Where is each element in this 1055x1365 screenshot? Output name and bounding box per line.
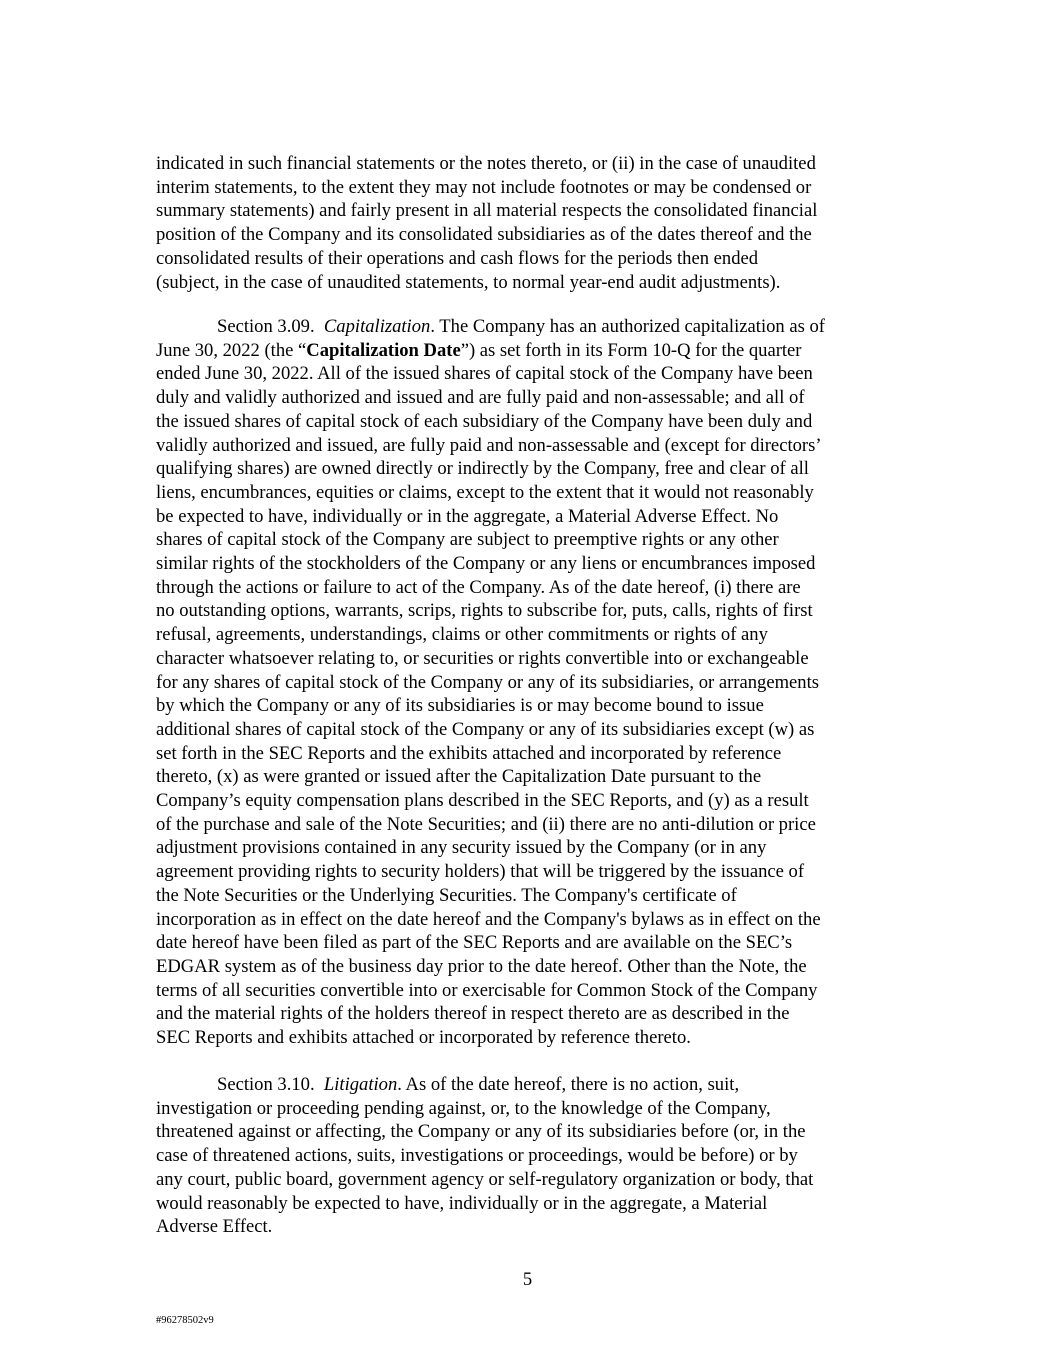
text-line: terms of all securities convertible into or exercisable for Common Stock of the Company bbox=[156, 979, 818, 1001]
text-line: character whatsoever relating to, or securities or rights convertible into or exchangeable bbox=[156, 647, 809, 669]
text-line: ended June 30, 2022. All of the issued shares of capital stock of the Company have been bbox=[156, 363, 813, 385]
text-line: position of the Company and its consolidated subsidiaries as of the dates thereof and the bbox=[156, 224, 812, 246]
text-line: agreement providing rights to security holders) that will be triggered by the issuance of bbox=[156, 861, 805, 883]
text-line: (subject, in the case of unaudited statements, to normal year-end audit adjustments). bbox=[156, 271, 781, 293]
text-line: any court, public board, government agency or self-regulatory organization or body, that bbox=[156, 1168, 814, 1190]
text-line: for any shares of capital stock of the Company or any of its subsidiaries, or arrangements bbox=[156, 671, 819, 693]
text-line: qualifying shares) are owned directly or indirectly by the Company, free and clear of all bbox=[156, 458, 809, 480]
text-run: ”) as set forth in its Form 10-Q for the quarter bbox=[460, 339, 802, 361]
section-number: Section 3.10. bbox=[217, 1074, 315, 1095]
text-line: adjustment provisions contained in any security issued by the Company (or in any bbox=[156, 837, 767, 859]
page-number: 5 bbox=[522, 1269, 533, 1290]
text-line: and the material rights of the holders thereof in respect thereto are as described in the bbox=[156, 1003, 790, 1025]
text-line: date hereof have been filed as part of the SEC Reports and are available on the SEC’s bbox=[156, 932, 793, 954]
text-line: be expected to have, individually or in the aggregate, a Material Adverse Effect. No bbox=[156, 505, 779, 527]
text-line: case of threatened actions, suits, investigations or proceedings, would be before) or by bbox=[156, 1145, 798, 1167]
text-line: no outstanding options, warrants, scrips, rights to subscribe for, puts, calls, rights of first bbox=[156, 600, 813, 622]
text-line: incorporation as in effect on the date hereof and the Company's bylaws as in effect on the bbox=[156, 908, 821, 930]
section-heading: Litigation bbox=[323, 1074, 398, 1095]
text-run: . The Company has an authorized capitalization as of bbox=[430, 316, 825, 337]
text-line: validly authorized and issued, are fully paid and non-assessable and (except for directors’ bbox=[156, 434, 822, 456]
text-line: thereto, (x) as were granted or issued after the Capitalization Date pursuant to the bbox=[156, 766, 762, 788]
text-run: June 30, 2022 (the “ bbox=[156, 339, 307, 361]
section-3-09-capitalization bbox=[156, 315, 916, 1050]
text-line: refusal, agreements, understandings, claims or other commitments or rights of any bbox=[156, 624, 768, 646]
text-line: indicated in such financial statements or the notes thereto, or (ii) in the case of unaudited bbox=[156, 153, 816, 174]
text-line: would reasonably be expected to have, individually or in the aggregate, a Material bbox=[156, 1192, 768, 1214]
text-line bbox=[156, 1073, 916, 1097]
text-line: summary statements) and fairly present in all material respects the consolidated financial bbox=[156, 200, 818, 222]
text-line: EDGAR system as of the business day prior to the date hereof. Other than the Note, the bbox=[156, 955, 807, 977]
text-line: threatened against or affecting, the Company or any of its subsidiaries before (or, in the bbox=[156, 1121, 806, 1143]
section-number: Section 3.09. bbox=[217, 316, 315, 337]
text-line: Adverse Effect. bbox=[156, 1216, 273, 1238]
text-line bbox=[156, 315, 916, 339]
text-line: duly and validly authorized and issued and are fully paid and non-assessable; and all of bbox=[156, 387, 805, 409]
text-line: liens, encumbrances, equities or claims, except to the extent that it would not reasonably bbox=[156, 481, 814, 503]
text-line: shares of capital stock of the Company are subject to preemptive rights or any other bbox=[156, 529, 779, 551]
paragraph-financial-statements bbox=[156, 152, 916, 294]
text-line: the issued shares of capital stock of each subsidiary of the Company have been duly and bbox=[156, 410, 813, 432]
text-line: Company’s equity compensation plans described in the SEC Reports, and (y) as a result bbox=[156, 790, 809, 812]
text-line: by which the Company or any of its subsidiaries is or may become bound to issue bbox=[156, 695, 764, 717]
text-line: consolidated results of their operations and cash flows for the periods then ended bbox=[156, 247, 759, 269]
document-id: #96278502v9 bbox=[156, 1315, 214, 1326]
defined-term: Capitalization Date bbox=[306, 339, 461, 361]
text-line: set forth in the SEC Reports and the exhibits attached and incorporated by reference bbox=[156, 742, 782, 764]
section-heading: Capitalization bbox=[323, 316, 431, 337]
text-line bbox=[156, 339, 916, 363]
text-line: through the actions or failure to act of the Company. As of the date hereof, (i) there are bbox=[156, 576, 801, 598]
text-line: interim statements, to the extent they may not include footnotes or may be condensed or bbox=[156, 176, 812, 198]
text-line: the Note Securities or the Underlying Securities. The Company's certificate of bbox=[156, 884, 737, 906]
text-line: of the purchase and sale of the Note Securities; and (ii) there are no anti-dilution or price bbox=[156, 813, 816, 835]
section-3-10-litigation bbox=[156, 1073, 916, 1239]
text-line: similar rights of the stockholders of the Company or any liens or encumbrances imposed bbox=[156, 553, 816, 575]
text-line: additional shares of capital stock of the Company or any of its subsidiaries except (w) as bbox=[156, 718, 815, 740]
text-line: investigation or proceeding pending against, or, to the knowledge of the Company, bbox=[156, 1097, 771, 1119]
text-line: SEC Reports and exhibits attached or incorporated by reference thereto. bbox=[156, 1027, 691, 1049]
text-run: . As of the date hereof, there is no action, suit, bbox=[397, 1074, 740, 1095]
